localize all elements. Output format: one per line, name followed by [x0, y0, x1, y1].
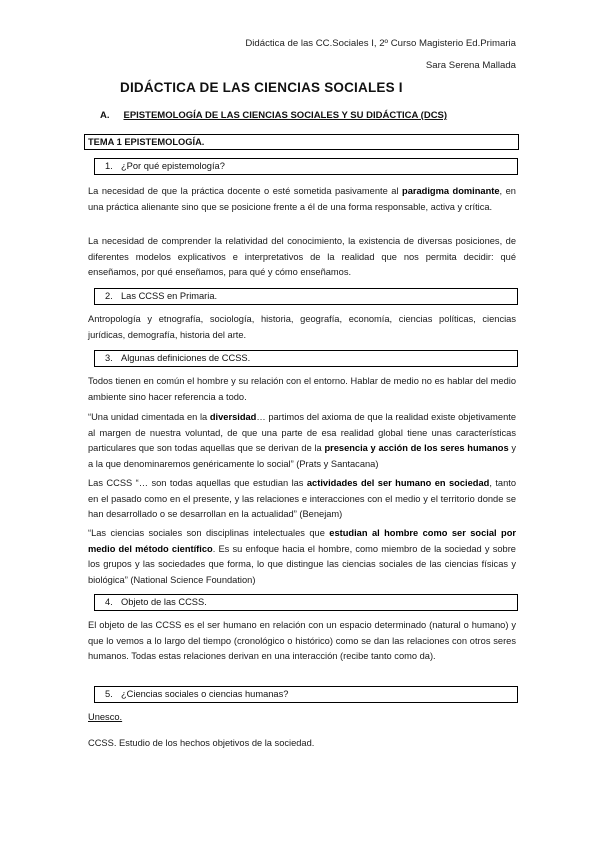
subsection-title: Las CCSS en Primaria.	[121, 291, 218, 301]
unesco-label: Unesco.	[88, 712, 123, 722]
section-letter: A.	[100, 110, 110, 121]
bold-text: presencia y acción de los seres humanos	[324, 443, 509, 454]
subsection-number: 3.	[105, 353, 113, 363]
paragraph-1	[88, 184, 516, 215]
text-run: Las CCSS “… son todas aquellas que estudian las	[88, 478, 307, 488]
paragraph-3: Antropología y etnografía, sociología, historia, geografía, economía, ciencias políticas, ciencias jurídicas, demografía, historia del arte.	[88, 314, 516, 340]
text-run: y a la que denominaremos genéricamente lo social” (Prats y Santacana)	[88, 443, 516, 469]
bold-text: estudian al hombre como ser social por medio del método científico	[88, 528, 516, 554]
bold-text: diversidad	[209, 412, 257, 422]
subsection-title: Objeto de las CCSS.	[121, 597, 207, 607]
tema-heading: TEMA 1 EPISTEMOLOGÍA.	[84, 134, 519, 150]
subsection-box-3	[94, 350, 518, 367]
subsection-number: 1.	[105, 161, 113, 171]
subsection-title: ¿Por qué epistemología?	[121, 161, 225, 171]
text-run: “Una unidad cimentada en la	[88, 412, 210, 422]
text-run: , tanto en el pasado como en el presente, y las relaciones e interacciones con el medio y el territorio donde se han desarrollado o se desarrollan en la actualidad” (Benejam)	[88, 478, 517, 520]
bold-text: paradigma dominante	[402, 186, 500, 196]
text-run: “Las ciencias sociales son disciplinas intelectuales que	[88, 528, 330, 538]
section-heading-text: EPISTEMOLOGÍA DE LAS CIENCIAS SOCIALES Y SU DIDÁCTICA (DCS)	[123, 110, 448, 121]
header-author: Sara Serena Mallada	[425, 60, 516, 71]
subsection-box-2	[94, 288, 518, 305]
subsection-box-4	[94, 594, 518, 611]
text-run: . Es su enfoque hacia el hombre, como miembro de la sociedad y sobre los grupos y las sociedades que forma, lo que distingue las ciencias sociales de las ciencias físicas y biológica” (National Science Foundation)	[88, 543, 516, 585]
paragraph-5	[88, 410, 516, 472]
paragraph-2: La necesidad de comprender la relatividad del conocimiento, la existencia de diversas posiciones, de diferentes modelos explicativos e interpretativos de la realidad que nos permita decidir: qué enseñamos, por qué enseñamos, para qué y cómo enseñamos.	[88, 236, 516, 278]
paragraph-9: CCSS. Estudio de los hechos objetivos de la sociedad.	[88, 738, 315, 748]
subsection-title: ¿Ciencias sociales o ciencias humanas?	[121, 689, 289, 699]
bold-text: actividades del ser humano en sociedad	[306, 478, 490, 488]
subsection-number: 2.	[105, 291, 113, 301]
text-run: La necesidad de que la práctica docente o esté sometida pasivamente al	[88, 186, 403, 196]
text-run: , en una práctica alienante sino que se posicione frente a él de una forma responsable, activa y crítica.	[88, 186, 516, 212]
subsection-number: 5.	[105, 689, 113, 699]
subsection-box-5	[94, 686, 518, 703]
text-run: … partimos del axioma de que la realidad existe objetivamente al margen de nuestra voluntad, de que una parte de esa realidad global tiene unas características particulares que son todas aquellas que se derivan de la	[88, 412, 516, 454]
paragraph-8: El objeto de las CCSS es el ser humano en relación con un espacio determinado (natural o humano) y que lo vemos a lo largo del tiempo (cronológico o histórico) como se dan las relaciones con otros seres humanos. Todas estas relaciones derivan en una interacción (recibe tanto como da).	[88, 620, 516, 662]
document-title: DIDÁCTICA DE LAS CIENCIAS SOCIALES I	[120, 80, 403, 95]
subsection-title: Algunas definiciones de CCSS.	[121, 353, 251, 363]
section-heading	[100, 110, 447, 121]
paragraph-6	[88, 476, 516, 523]
header-course: Didáctica de las CC.Sociales I, 2º Curso Magisterio Ed.Primaria	[245, 38, 516, 49]
paragraph-7	[88, 526, 516, 588]
paragraph-4: Todos tienen en común el hombre y su relación con el entorno. Hablar de medio no es hablar del medio ambiente sino hacer referencia a todo.	[88, 376, 516, 402]
subsection-number: 4.	[105, 597, 113, 607]
subsection-box-1	[94, 158, 518, 175]
